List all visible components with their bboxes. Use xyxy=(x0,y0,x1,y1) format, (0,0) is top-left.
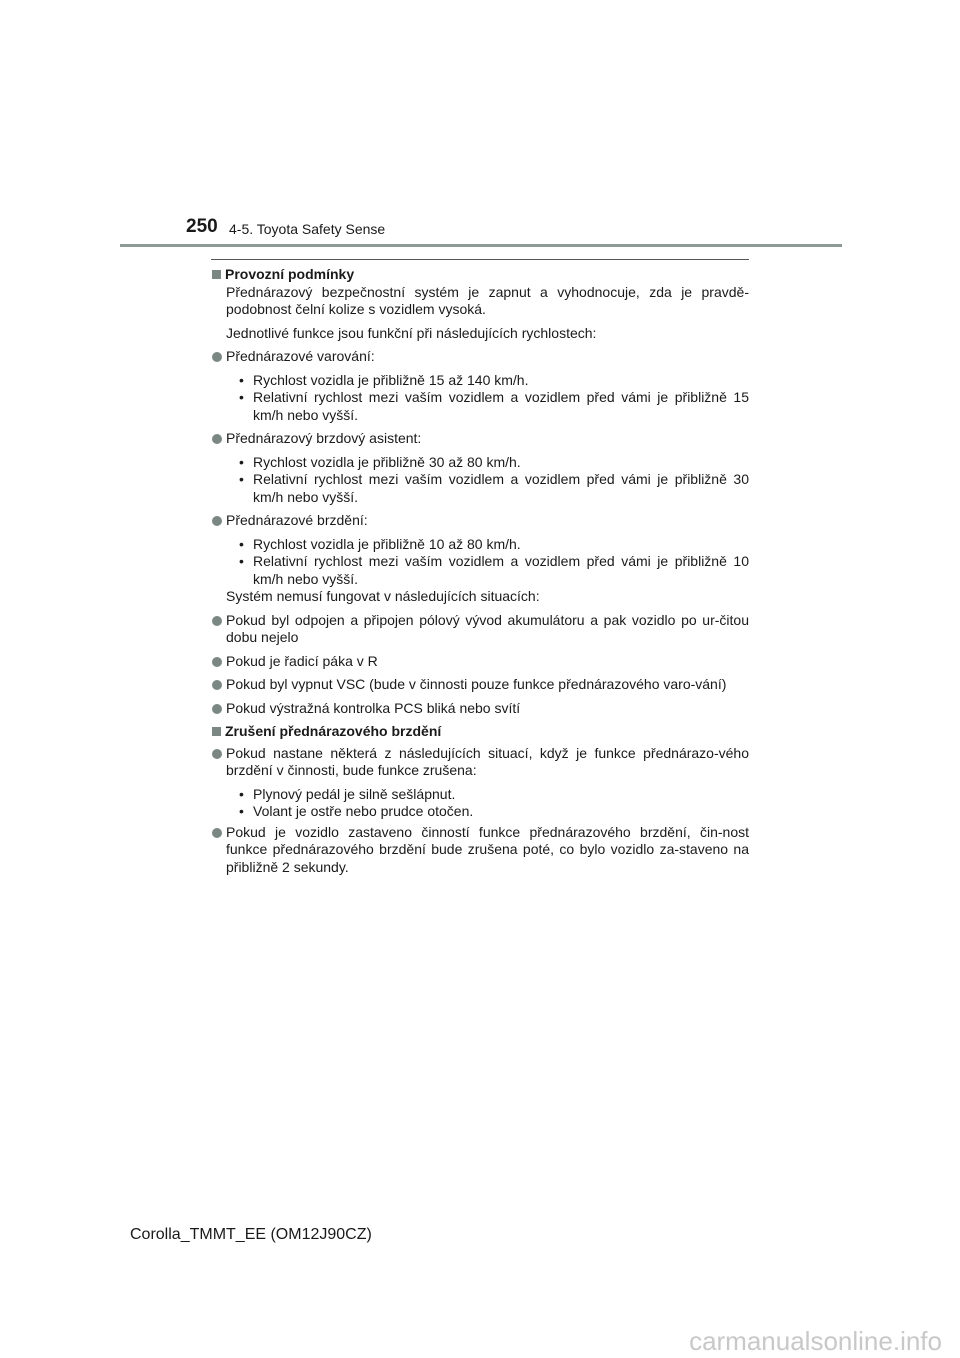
sub-list xyxy=(211,372,749,425)
list-item: Přednárazové varování: xyxy=(211,348,749,366)
sub-list-item: • Plynový pedál je silně sešlápnut. xyxy=(239,785,456,802)
list-item: Pokud byl vypnut VSC (bude v činnosti pouze funkce přednárazového varo-vání) xyxy=(211,676,749,694)
section-header: 4-5. Toyota Safety Sense xyxy=(229,221,386,237)
list-item: Pokud výstražná kontrolka PCS bliká nebo svítí xyxy=(211,700,749,718)
paragraph: Jednotlivé funkce jsou funkční při následujících rychlostech: xyxy=(226,324,597,341)
square-bullet-icon xyxy=(212,727,221,736)
heading-cancel-braking: Zrušení přednárazového brzdění xyxy=(211,723,749,741)
list-item: Přednárazové brzdění: xyxy=(211,512,749,530)
heading-operating-conditions: Provozní podmínky xyxy=(211,266,749,284)
sub-list xyxy=(211,786,749,821)
circle-bullet-icon xyxy=(212,516,222,526)
paragraph: Systém nemusí fungovat v následujících situacích: xyxy=(226,588,540,604)
sub-list xyxy=(211,536,749,589)
circle-bullet-icon xyxy=(212,680,222,690)
sub-list-item: • Rychlost vozidla je přibližně 15 až 140 km/h. xyxy=(239,371,529,388)
header-divider xyxy=(120,244,842,247)
circle-bullet-icon xyxy=(212,704,222,714)
sub-list-item: • Volant je ostře nebo prudce otočen. xyxy=(239,803,474,819)
sub-list-item: • Relativní rychlost mezi vaším vozidlem a vozidlem před vámi je přibližně 10 km/h nebo vyšší. xyxy=(239,553,749,587)
list-item: Pokud byl odpojen a připojen pólový vývod akumulátoru a pak vozidlo po ur-čitou dobu nejelo xyxy=(211,612,749,647)
page-number: 250 xyxy=(186,216,218,237)
content-divider xyxy=(211,259,749,260)
circle-bullet-icon xyxy=(212,657,222,667)
list-item: Pokud nastane některá z následujících situací, když je funkce přednárazo-vého brzdění v činnosti, bude funkce zrušena: xyxy=(211,745,749,780)
list-item: Pokud je vozidlo zastaveno činností funkce přednárazového brzdění, čin-nost funkce přednárazového brzdění bude zrušena poté, co bylo vozidlo za-staveno na přibližně 2 sekundy. xyxy=(211,824,749,877)
footer-model: Corolla_TMMT_EE (OM12J90CZ) xyxy=(130,1226,372,1243)
circle-bullet-icon xyxy=(212,828,222,838)
sub-list-item: • Relativní rychlost mezi vaším vozidlem a vozidlem před vámi je přibližně 30 km/h nebo vyšší. xyxy=(239,471,749,505)
circle-bullet-icon xyxy=(212,352,222,362)
sub-list xyxy=(211,454,749,507)
circle-bullet-icon xyxy=(212,434,222,444)
list-item: Pokud je řadicí páka v R xyxy=(211,653,749,671)
paragraph: Přednárazový bezpečnostní systém je zapnut a vyhodnocuje, zda je pravdě-podobnost čelní kolize s vozidlem vysoká. xyxy=(226,283,749,317)
page-content xyxy=(211,266,749,876)
square-bullet-icon xyxy=(212,270,221,279)
circle-bullet-icon xyxy=(212,749,222,759)
list-item: Přednárazový brzdový asistent: xyxy=(211,430,749,448)
sub-list-item: • Rychlost vozidla je přibližně 10 až 80 km/h. xyxy=(239,535,521,552)
sub-list-item: • Rychlost vozidla je přibližně 30 až 80 km/h. xyxy=(239,453,521,470)
watermark: carmanualsonline.info xyxy=(689,1326,942,1356)
circle-bullet-icon xyxy=(212,616,222,626)
sub-list-item: • Relativní rychlost mezi vaším vozidlem a vozidlem před vámi je přibližně 15 km/h nebo vyšší. xyxy=(239,389,749,423)
